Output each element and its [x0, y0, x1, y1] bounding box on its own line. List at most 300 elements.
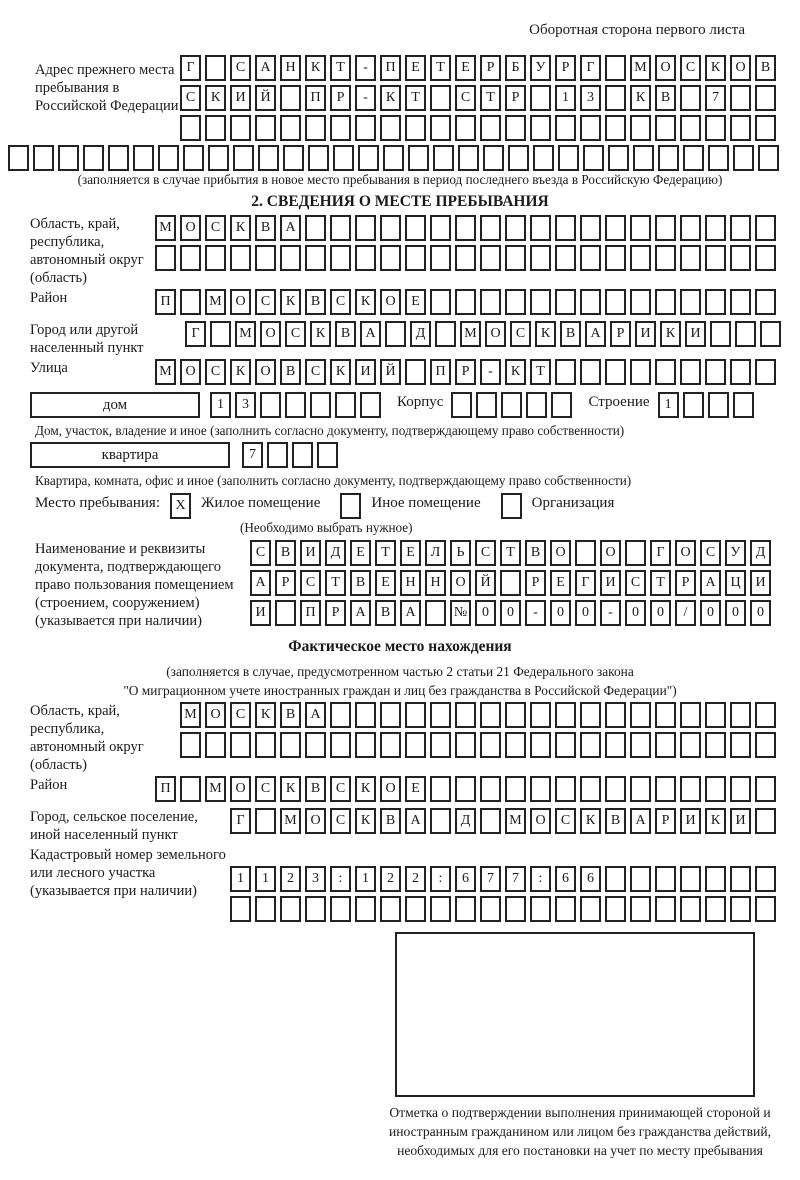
char-cell[interactable]	[705, 115, 726, 141]
char-cell[interactable]: О	[180, 359, 201, 385]
char-cell[interactable]: И	[600, 570, 621, 596]
char-cell[interactable]	[230, 245, 251, 271]
char-cell[interactable]: П	[155, 776, 176, 802]
char-cell[interactable]	[430, 732, 451, 758]
char-cell[interactable]	[680, 702, 701, 728]
char-cell[interactable]	[735, 321, 756, 347]
char-cell[interactable]: 7	[480, 866, 501, 892]
char-cell[interactable]: Т	[480, 85, 501, 111]
char-cell[interactable]: К	[355, 289, 376, 315]
char-cell[interactable]	[758, 145, 779, 171]
char-cell[interactable]: М	[630, 55, 651, 81]
char-cell[interactable]: Л	[425, 540, 446, 566]
char-cell[interactable]: Г	[575, 570, 596, 596]
char-cell[interactable]: 0	[725, 600, 746, 626]
char-cell[interactable]: О	[550, 540, 571, 566]
char-cell[interactable]	[480, 808, 501, 834]
char-cell[interactable]	[405, 215, 426, 241]
char-cell[interactable]	[555, 215, 576, 241]
char-cell[interactable]: А	[585, 321, 606, 347]
char-cell[interactable]	[180, 732, 201, 758]
char-cell[interactable]	[380, 732, 401, 758]
char-cell[interactable]: И	[635, 321, 656, 347]
char-cell[interactable]	[430, 85, 451, 111]
char-cell[interactable]	[655, 215, 676, 241]
char-cell[interactable]: В	[305, 776, 326, 802]
char-cell[interactable]	[408, 145, 429, 171]
char-cell[interactable]: Г	[230, 808, 251, 834]
char-cell[interactable]	[430, 702, 451, 728]
char-cell[interactable]	[267, 442, 288, 468]
char-cell[interactable]	[180, 115, 201, 141]
char-cell[interactable]: С	[555, 808, 576, 834]
char-cell[interactable]	[630, 115, 651, 141]
char-cell[interactable]: Е	[375, 570, 396, 596]
char-cell[interactable]	[508, 145, 529, 171]
char-cell[interactable]: 7	[705, 85, 726, 111]
char-cell[interactable]	[580, 245, 601, 271]
char-cell[interactable]	[305, 215, 326, 241]
char-cell[interactable]: Р	[675, 570, 696, 596]
char-cell[interactable]	[280, 732, 301, 758]
char-cell[interactable]: 0	[700, 600, 721, 626]
char-cell[interactable]: А	[405, 808, 426, 834]
char-cell[interactable]	[708, 145, 729, 171]
char-cell[interactable]: П	[380, 55, 401, 81]
char-cell[interactable]: 3	[235, 392, 256, 418]
char-cell[interactable]	[355, 732, 376, 758]
char-cell[interactable]	[458, 145, 479, 171]
char-cell[interactable]	[501, 392, 522, 418]
char-cell[interactable]	[380, 115, 401, 141]
char-cell[interactable]	[755, 85, 776, 111]
char-cell[interactable]: Р	[610, 321, 631, 347]
char-cell[interactable]: Д	[325, 540, 346, 566]
char-cell[interactable]: 0	[750, 600, 771, 626]
char-cell[interactable]	[655, 289, 676, 315]
char-cell[interactable]	[430, 245, 451, 271]
char-cell[interactable]: 2	[280, 866, 301, 892]
char-cell[interactable]	[205, 245, 226, 271]
char-cell[interactable]: О	[205, 702, 226, 728]
char-cell[interactable]	[755, 732, 776, 758]
char-cell[interactable]	[283, 145, 304, 171]
char-cell[interactable]	[680, 776, 701, 802]
char-cell[interactable]: Е	[350, 540, 371, 566]
char-cell[interactable]: В	[755, 55, 776, 81]
char-cell[interactable]	[530, 85, 551, 111]
char-cell[interactable]: В	[280, 359, 301, 385]
char-cell[interactable]: 1	[210, 392, 231, 418]
char-cell[interactable]	[317, 442, 338, 468]
char-cell[interactable]: 2	[380, 866, 401, 892]
char-cell[interactable]	[505, 732, 526, 758]
char-cell[interactable]: К	[705, 808, 726, 834]
char-cell[interactable]	[260, 392, 281, 418]
char-cell[interactable]	[683, 392, 704, 418]
char-cell[interactable]: Т	[500, 540, 521, 566]
char-cell[interactable]: С	[250, 540, 271, 566]
char-cell[interactable]	[330, 732, 351, 758]
char-cell[interactable]: Г	[180, 55, 201, 81]
char-cell[interactable]: А	[400, 600, 421, 626]
char-cell[interactable]	[455, 702, 476, 728]
char-cell[interactable]	[505, 896, 526, 922]
char-cell[interactable]	[358, 145, 379, 171]
char-cell[interactable]	[230, 896, 251, 922]
char-cell[interactable]	[580, 896, 601, 922]
char-cell[interactable]: О	[600, 540, 621, 566]
char-cell[interactable]: О	[730, 55, 751, 81]
char-cell[interactable]	[430, 215, 451, 241]
char-cell[interactable]	[310, 392, 331, 418]
char-cell[interactable]	[730, 896, 751, 922]
char-cell[interactable]	[133, 145, 154, 171]
char-cell[interactable]: Е	[400, 540, 421, 566]
char-cell[interactable]	[280, 115, 301, 141]
char-cell[interactable]	[255, 115, 276, 141]
char-cell[interactable]	[476, 392, 497, 418]
char-cell[interactable]	[433, 145, 454, 171]
char-cell[interactable]	[405, 359, 426, 385]
char-cell[interactable]: В	[255, 215, 276, 241]
char-cell[interactable]	[330, 115, 351, 141]
char-cell[interactable]	[655, 359, 676, 385]
char-cell[interactable]	[705, 215, 726, 241]
char-cell[interactable]	[730, 215, 751, 241]
char-cell[interactable]: С	[475, 540, 496, 566]
char-cell[interactable]	[605, 732, 626, 758]
char-cell[interactable]: П	[300, 600, 321, 626]
char-cell[interactable]	[680, 896, 701, 922]
char-cell[interactable]	[755, 289, 776, 315]
char-cell[interactable]	[208, 145, 229, 171]
char-cell[interactable]: О	[260, 321, 281, 347]
char-cell[interactable]	[680, 245, 701, 271]
char-cell[interactable]: Н	[280, 55, 301, 81]
char-cell[interactable]: В	[560, 321, 581, 347]
char-cell[interactable]: В	[375, 600, 396, 626]
char-cell[interactable]	[405, 115, 426, 141]
char-cell[interactable]	[405, 732, 426, 758]
char-cell[interactable]	[705, 866, 726, 892]
char-cell[interactable]: А	[250, 570, 271, 596]
char-cell[interactable]: А	[255, 55, 276, 81]
char-cell[interactable]: К	[255, 702, 276, 728]
char-cell[interactable]	[730, 866, 751, 892]
char-cell[interactable]	[83, 145, 104, 171]
char-cell[interactable]	[435, 321, 456, 347]
char-cell[interactable]: Г	[580, 55, 601, 81]
char-cell[interactable]: О	[380, 289, 401, 315]
char-cell[interactable]	[158, 145, 179, 171]
char-cell[interactable]	[630, 215, 651, 241]
char-cell[interactable]: 1	[658, 392, 679, 418]
char-cell[interactable]: К	[230, 215, 251, 241]
char-cell[interactable]: Е	[405, 289, 426, 315]
char-cell[interactable]: К	[630, 85, 651, 111]
char-cell[interactable]	[505, 776, 526, 802]
char-cell[interactable]	[380, 245, 401, 271]
char-cell[interactable]	[180, 245, 201, 271]
char-cell[interactable]: С	[455, 85, 476, 111]
char-cell[interactable]: Н	[400, 570, 421, 596]
char-cell[interactable]: У	[530, 55, 551, 81]
char-cell[interactable]	[555, 776, 576, 802]
char-cell[interactable]: О	[180, 215, 201, 241]
char-cell[interactable]	[708, 392, 729, 418]
char-cell[interactable]	[255, 896, 276, 922]
char-cell[interactable]	[555, 245, 576, 271]
char-cell[interactable]	[605, 245, 626, 271]
char-cell[interactable]: К	[330, 359, 351, 385]
char-cell[interactable]	[330, 896, 351, 922]
char-cell[interactable]: Е	[405, 55, 426, 81]
char-cell[interactable]: К	[660, 321, 681, 347]
char-cell[interactable]: И	[730, 808, 751, 834]
char-cell[interactable]: В	[305, 289, 326, 315]
char-cell[interactable]	[680, 85, 701, 111]
char-cell[interactable]	[755, 215, 776, 241]
char-cell[interactable]	[755, 702, 776, 728]
char-cell[interactable]	[730, 732, 751, 758]
char-cell[interactable]: И	[300, 540, 321, 566]
char-cell[interactable]: М	[205, 776, 226, 802]
char-cell[interactable]	[683, 145, 704, 171]
char-cell[interactable]	[305, 115, 326, 141]
char-cell[interactable]: Е	[455, 55, 476, 81]
char-cell[interactable]: В	[655, 85, 676, 111]
char-cell[interactable]: С	[205, 359, 226, 385]
char-cell[interactable]: Д	[455, 808, 476, 834]
char-cell[interactable]	[430, 896, 451, 922]
char-cell[interactable]	[655, 245, 676, 271]
char-cell[interactable]	[630, 702, 651, 728]
char-cell[interactable]: М	[280, 808, 301, 834]
char-cell[interactable]	[451, 392, 472, 418]
char-cell[interactable]: Р	[330, 85, 351, 111]
char-cell[interactable]: С	[625, 570, 646, 596]
char-cell[interactable]	[425, 600, 446, 626]
char-cell[interactable]	[530, 896, 551, 922]
char-cell[interactable]: О	[305, 808, 326, 834]
char-cell[interactable]	[255, 245, 276, 271]
char-cell[interactable]	[580, 702, 601, 728]
char-cell[interactable]	[730, 359, 751, 385]
char-cell[interactable]: Т	[325, 570, 346, 596]
char-cell[interactable]: Б	[505, 55, 526, 81]
char-cell[interactable]	[155, 245, 176, 271]
char-cell[interactable]	[33, 145, 54, 171]
char-cell[interactable]	[285, 392, 306, 418]
char-cell[interactable]	[580, 359, 601, 385]
char-cell[interactable]	[355, 896, 376, 922]
char-cell[interactable]	[755, 866, 776, 892]
char-cell[interactable]	[655, 776, 676, 802]
char-cell[interactable]: 3	[305, 866, 326, 892]
char-cell[interactable]: С	[230, 702, 251, 728]
char-cell[interactable]	[480, 245, 501, 271]
char-cell[interactable]: 6	[580, 866, 601, 892]
char-cell[interactable]	[755, 245, 776, 271]
char-cell[interactable]: /	[675, 600, 696, 626]
char-cell[interactable]	[705, 245, 726, 271]
house-type-box[interactable]: дом	[30, 392, 200, 418]
char-cell[interactable]: С	[285, 321, 306, 347]
char-cell[interactable]: Т	[530, 359, 551, 385]
char-cell[interactable]	[505, 245, 526, 271]
char-cell[interactable]	[733, 392, 754, 418]
char-cell[interactable]	[680, 866, 701, 892]
char-cell[interactable]: О	[655, 55, 676, 81]
char-cell[interactable]	[680, 289, 701, 315]
char-cell[interactable]: В	[525, 540, 546, 566]
char-cell[interactable]: С	[510, 321, 531, 347]
char-cell[interactable]	[730, 115, 751, 141]
char-cell[interactable]: С	[255, 289, 276, 315]
char-cell[interactable]: С	[300, 570, 321, 596]
char-cell[interactable]: Г	[650, 540, 671, 566]
char-cell[interactable]	[705, 896, 726, 922]
char-cell[interactable]: С	[330, 808, 351, 834]
char-cell[interactable]	[58, 145, 79, 171]
char-cell[interactable]	[633, 145, 654, 171]
char-cell[interactable]	[630, 359, 651, 385]
char-cell[interactable]	[360, 392, 381, 418]
char-cell[interactable]	[280, 896, 301, 922]
char-cell[interactable]: К	[205, 85, 226, 111]
char-cell[interactable]: О	[530, 808, 551, 834]
char-cell[interactable]	[630, 866, 651, 892]
char-cell[interactable]	[455, 896, 476, 922]
char-cell[interactable]: 1	[555, 85, 576, 111]
char-cell[interactable]	[730, 702, 751, 728]
char-cell[interactable]	[555, 359, 576, 385]
char-cell[interactable]: С	[230, 55, 251, 81]
char-cell[interactable]	[605, 702, 626, 728]
char-cell[interactable]	[330, 215, 351, 241]
char-cell[interactable]	[380, 896, 401, 922]
char-cell[interactable]: С	[680, 55, 701, 81]
char-cell[interactable]	[455, 245, 476, 271]
char-cell[interactable]: 0	[500, 600, 521, 626]
char-cell[interactable]: И	[250, 600, 271, 626]
char-cell[interactable]	[730, 85, 751, 111]
char-cell[interactable]: Й	[380, 359, 401, 385]
char-cell[interactable]	[455, 115, 476, 141]
char-cell[interactable]	[605, 85, 626, 111]
char-cell[interactable]: Р	[525, 570, 546, 596]
char-cell[interactable]	[655, 866, 676, 892]
char-cell[interactable]	[530, 215, 551, 241]
char-cell[interactable]	[605, 55, 626, 81]
char-cell[interactable]	[255, 808, 276, 834]
char-cell[interactable]: И	[685, 321, 706, 347]
char-cell[interactable]	[530, 776, 551, 802]
char-cell[interactable]: А	[630, 808, 651, 834]
char-cell[interactable]	[730, 776, 751, 802]
char-cell[interactable]: Ь	[450, 540, 471, 566]
char-cell[interactable]: Т	[375, 540, 396, 566]
char-cell[interactable]	[430, 289, 451, 315]
char-cell[interactable]	[455, 215, 476, 241]
char-cell[interactable]	[755, 115, 776, 141]
char-cell[interactable]: 1	[230, 866, 251, 892]
char-cell[interactable]	[705, 732, 726, 758]
char-cell[interactable]: С	[180, 85, 201, 111]
char-cell[interactable]	[580, 732, 601, 758]
char-cell[interactable]	[705, 702, 726, 728]
char-cell[interactable]: Р	[275, 570, 296, 596]
char-cell[interactable]	[280, 245, 301, 271]
char-cell[interactable]	[483, 145, 504, 171]
char-cell[interactable]	[530, 115, 551, 141]
char-cell[interactable]: П	[430, 359, 451, 385]
char-cell[interactable]	[580, 115, 601, 141]
char-cell[interactable]	[608, 145, 629, 171]
char-cell[interactable]	[533, 145, 554, 171]
char-cell[interactable]: О	[230, 776, 251, 802]
char-cell[interactable]: -	[480, 359, 501, 385]
char-cell[interactable]: Р	[325, 600, 346, 626]
char-cell[interactable]: 1	[255, 866, 276, 892]
char-cell[interactable]	[455, 289, 476, 315]
char-cell[interactable]	[755, 776, 776, 802]
char-cell[interactable]	[555, 115, 576, 141]
char-cell[interactable]	[575, 540, 596, 566]
char-cell[interactable]: Т	[430, 55, 451, 81]
char-cell[interactable]: К	[505, 359, 526, 385]
char-cell[interactable]: М	[180, 702, 201, 728]
char-cell[interactable]	[705, 289, 726, 315]
char-cell[interactable]	[405, 896, 426, 922]
char-cell[interactable]: П	[305, 85, 326, 111]
char-cell[interactable]	[335, 392, 356, 418]
char-cell[interactable]: К	[355, 776, 376, 802]
char-cell[interactable]: Т	[650, 570, 671, 596]
char-cell[interactable]	[530, 289, 551, 315]
char-cell[interactable]	[305, 245, 326, 271]
char-cell[interactable]: И	[230, 85, 251, 111]
char-cell[interactable]	[605, 115, 626, 141]
char-cell[interactable]: Р	[555, 55, 576, 81]
char-cell[interactable]: К	[535, 321, 556, 347]
char-cell[interactable]	[630, 776, 651, 802]
char-cell[interactable]: И	[750, 570, 771, 596]
char-cell[interactable]	[730, 289, 751, 315]
char-cell[interactable]	[205, 732, 226, 758]
char-cell[interactable]	[330, 245, 351, 271]
char-cell[interactable]: Р	[480, 55, 501, 81]
char-cell[interactable]	[210, 321, 231, 347]
char-cell[interactable]	[480, 776, 501, 802]
char-cell[interactable]	[625, 540, 646, 566]
char-cell[interactable]: О	[230, 289, 251, 315]
char-cell[interactable]	[8, 145, 29, 171]
char-cell[interactable]: И	[680, 808, 701, 834]
checkbox-organizatsiya[interactable]	[501, 493, 522, 519]
char-cell[interactable]	[680, 215, 701, 241]
char-cell[interactable]	[505, 289, 526, 315]
char-cell[interactable]: Е	[405, 776, 426, 802]
char-cell[interactable]	[180, 776, 201, 802]
char-cell[interactable]	[558, 145, 579, 171]
char-cell[interactable]: Р	[505, 85, 526, 111]
char-cell[interactable]	[730, 245, 751, 271]
char-cell[interactable]: 0	[550, 600, 571, 626]
char-cell[interactable]	[605, 289, 626, 315]
char-cell[interactable]: А	[360, 321, 381, 347]
